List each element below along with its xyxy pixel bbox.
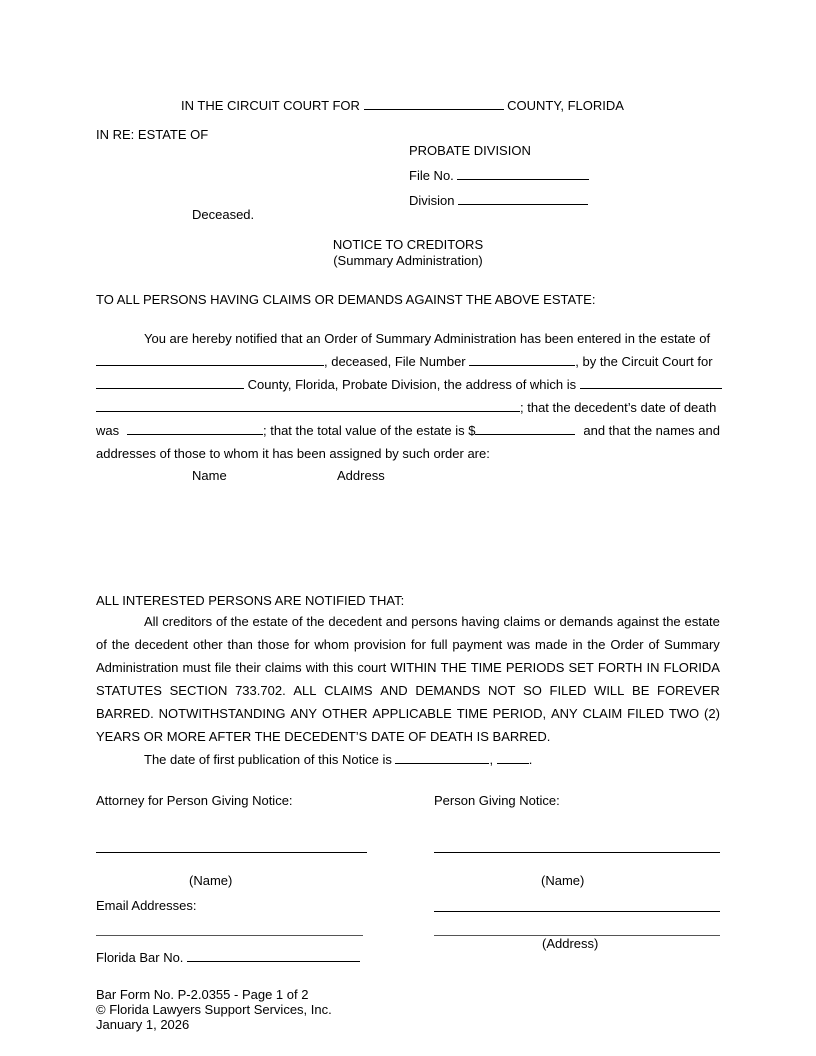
publication-line: The date of first publication of this Notice is , . bbox=[144, 752, 533, 767]
word: SECTION bbox=[169, 683, 228, 698]
word: BARRED. bbox=[96, 706, 154, 721]
word: TIME bbox=[456, 706, 488, 721]
word: their bbox=[235, 660, 261, 675]
word: WILL bbox=[594, 683, 625, 698]
word: FLORIDA bbox=[663, 660, 720, 675]
word: NOTWITHSTANDING bbox=[158, 706, 286, 721]
email-line[interactable] bbox=[96, 935, 363, 936]
division-label: Division bbox=[409, 193, 455, 208]
address-caption: (Address) bbox=[542, 936, 599, 951]
word: creditors bbox=[162, 614, 213, 629]
word: SET bbox=[568, 660, 594, 675]
probate-division-label: PROBATE DIVISION bbox=[409, 143, 531, 158]
word: 733.702. bbox=[235, 683, 286, 698]
word: Administration bbox=[96, 660, 179, 675]
word: was bbox=[507, 637, 531, 652]
word: FILED bbox=[627, 706, 664, 721]
word: FILED bbox=[549, 683, 587, 698]
word: full bbox=[430, 637, 448, 652]
attorney-label: Attorney for Person Giving Notice: bbox=[96, 793, 293, 808]
document-title: NOTICE TO CREDITORS bbox=[332, 237, 484, 252]
bar-no-label: Florida Bar No. bbox=[96, 950, 184, 965]
claims-line-5 bbox=[96, 702, 720, 725]
word: THE bbox=[440, 660, 467, 675]
court-prefix: IN THE CIRCUIT COURT FOR bbox=[181, 98, 360, 113]
word: APPLICABLE bbox=[372, 706, 452, 721]
footer-form-no: Bar Form No. P-2.0355 - Page 1 of 2 bbox=[96, 987, 309, 1002]
file-no-row bbox=[409, 167, 589, 184]
word: TWO bbox=[668, 706, 700, 721]
person-name-caption: (Name) bbox=[541, 873, 585, 888]
decedent-name-blank[interactable] bbox=[96, 353, 324, 366]
word: OTHER bbox=[321, 706, 368, 721]
court-address-blank-2[interactable] bbox=[96, 399, 520, 412]
word: and bbox=[385, 614, 408, 629]
word: those bbox=[257, 637, 290, 652]
word: for bbox=[294, 637, 310, 652]
footer-date: January 1, 2026 bbox=[96, 1017, 190, 1032]
word: DEMANDS bbox=[415, 683, 481, 698]
division-row bbox=[409, 192, 588, 209]
word: whom bbox=[314, 637, 350, 652]
word: CLAIMS bbox=[324, 683, 373, 698]
word: in bbox=[572, 637, 583, 652]
document-subtitle: (Summary Administration) bbox=[333, 253, 483, 268]
word: PERIODS bbox=[505, 660, 565, 675]
publication-year-blank[interactable] bbox=[497, 751, 529, 764]
file-no-blank[interactable] bbox=[457, 167, 589, 180]
word: All bbox=[144, 614, 159, 629]
word: demands bbox=[559, 614, 613, 629]
word: ANY bbox=[290, 706, 318, 721]
word: other bbox=[193, 637, 223, 652]
word: the bbox=[662, 614, 681, 629]
word: court bbox=[357, 660, 387, 675]
bar-no-blank[interactable] bbox=[187, 949, 360, 962]
word: decedent bbox=[328, 614, 382, 629]
word: PERIOD, bbox=[492, 706, 547, 721]
file-no-label: File No. bbox=[409, 168, 454, 183]
notice-line-1: You are hereby notified that an Order of Summary Administration has been entered in the estate of bbox=[144, 331, 711, 346]
claims-line-2 bbox=[96, 633, 720, 656]
word: BE bbox=[632, 683, 650, 698]
claims-paragraph bbox=[96, 610, 720, 771]
word: payment bbox=[452, 637, 503, 652]
court-suffix: COUNTY, FLORIDA bbox=[507, 98, 624, 113]
county-blank[interactable] bbox=[364, 97, 504, 110]
word: of bbox=[96, 637, 107, 652]
word: IN bbox=[646, 660, 660, 675]
word: decedent bbox=[134, 637, 189, 652]
date-of-death-blank[interactable] bbox=[127, 422, 263, 435]
deceased-label: Deceased. bbox=[192, 207, 255, 222]
word: Summary bbox=[664, 637, 720, 652]
notice-line-4: ; that the decedent’s date of death bbox=[96, 396, 720, 419]
notice-paragraph bbox=[96, 327, 720, 465]
word: AND bbox=[380, 683, 408, 698]
to-all-heading: TO ALL PERSONS HAVING CLAIMS OR DEMANDS AGAINST THE ABOVE ESTATE: bbox=[96, 292, 596, 307]
word: SO bbox=[523, 683, 542, 698]
word: made bbox=[535, 637, 568, 652]
word: TIME bbox=[470, 660, 502, 675]
division-blank[interactable] bbox=[458, 192, 588, 205]
attorney-name-caption: (Name) bbox=[189, 873, 233, 888]
court-address-blank-1[interactable] bbox=[580, 376, 722, 389]
word: the bbox=[306, 614, 325, 629]
court-heading bbox=[181, 97, 624, 114]
claims-line-3 bbox=[96, 656, 720, 679]
word: FOREVER bbox=[657, 683, 720, 698]
word: ANY bbox=[550, 706, 578, 721]
notice-line-6: addresses of those to whom it has been assigned by such order are: bbox=[96, 446, 490, 461]
word: claims bbox=[503, 614, 541, 629]
footer-copyright: © Florida Lawyers Support Services, Inc. bbox=[96, 1002, 332, 1017]
word: estate bbox=[684, 614, 720, 629]
word: having bbox=[461, 614, 500, 629]
person-signature-line[interactable] bbox=[434, 852, 720, 853]
file-number-blank[interactable] bbox=[469, 353, 575, 366]
email-label: Email Addresses: bbox=[96, 898, 197, 913]
column-header-address: Address bbox=[337, 468, 385, 483]
column-header-name: Name bbox=[192, 468, 227, 483]
notice-line-3: County, Florida, Probate Division, the address of which is bbox=[96, 373, 720, 396]
claims-line-6: YEARS OR MORE AFTER THE DECEDENT’S DATE OF DEATH IS BARRED. bbox=[96, 729, 551, 744]
word: Order bbox=[610, 637, 644, 652]
attorney-signature-line[interactable] bbox=[96, 852, 367, 853]
notice-line-5: was ; that the total value of the estate is $ and that the names and bbox=[96, 423, 720, 438]
word: or bbox=[544, 614, 556, 629]
person-giving-notice-label: Person Giving Notice: bbox=[434, 793, 560, 808]
word: claims bbox=[264, 660, 302, 675]
word: the bbox=[587, 637, 606, 652]
person-name-line[interactable] bbox=[434, 911, 720, 912]
word: against bbox=[616, 614, 659, 629]
interested-heading: ALL INTERESTED PERSONS ARE NOTIFIED THAT: bbox=[96, 593, 405, 608]
word: the bbox=[230, 614, 249, 629]
word: this bbox=[333, 660, 354, 675]
word: of bbox=[648, 637, 660, 652]
word: ALL bbox=[293, 683, 317, 698]
claims-line-4 bbox=[96, 679, 720, 702]
word: the bbox=[111, 637, 130, 652]
word: FORTH bbox=[597, 660, 643, 675]
word: with bbox=[305, 660, 329, 675]
word: of bbox=[291, 614, 303, 629]
bar-no-row bbox=[96, 949, 360, 966]
word: than bbox=[227, 637, 253, 652]
word: NOT bbox=[487, 683, 516, 698]
word: WITHIN bbox=[390, 660, 437, 675]
notice-line-2: , deceased, File Number , by the Circuit Court for bbox=[96, 350, 720, 373]
word: (2) bbox=[704, 706, 720, 721]
word: for bbox=[410, 637, 426, 652]
county-name-blank[interactable] bbox=[96, 376, 244, 389]
word: persons bbox=[411, 614, 458, 629]
word: of bbox=[215, 614, 227, 629]
word: CLAIM bbox=[582, 706, 623, 721]
estate-value-blank[interactable] bbox=[475, 422, 575, 435]
in-re-label: IN RE: ESTATE OF bbox=[96, 127, 209, 142]
word: provision bbox=[353, 637, 406, 652]
word: file bbox=[214, 660, 232, 675]
publication-date-blank[interactable] bbox=[395, 751, 489, 764]
word: estate bbox=[252, 614, 288, 629]
claims-line-1 bbox=[96, 610, 720, 633]
word: must bbox=[182, 660, 211, 675]
word: STATUTES bbox=[96, 683, 162, 698]
